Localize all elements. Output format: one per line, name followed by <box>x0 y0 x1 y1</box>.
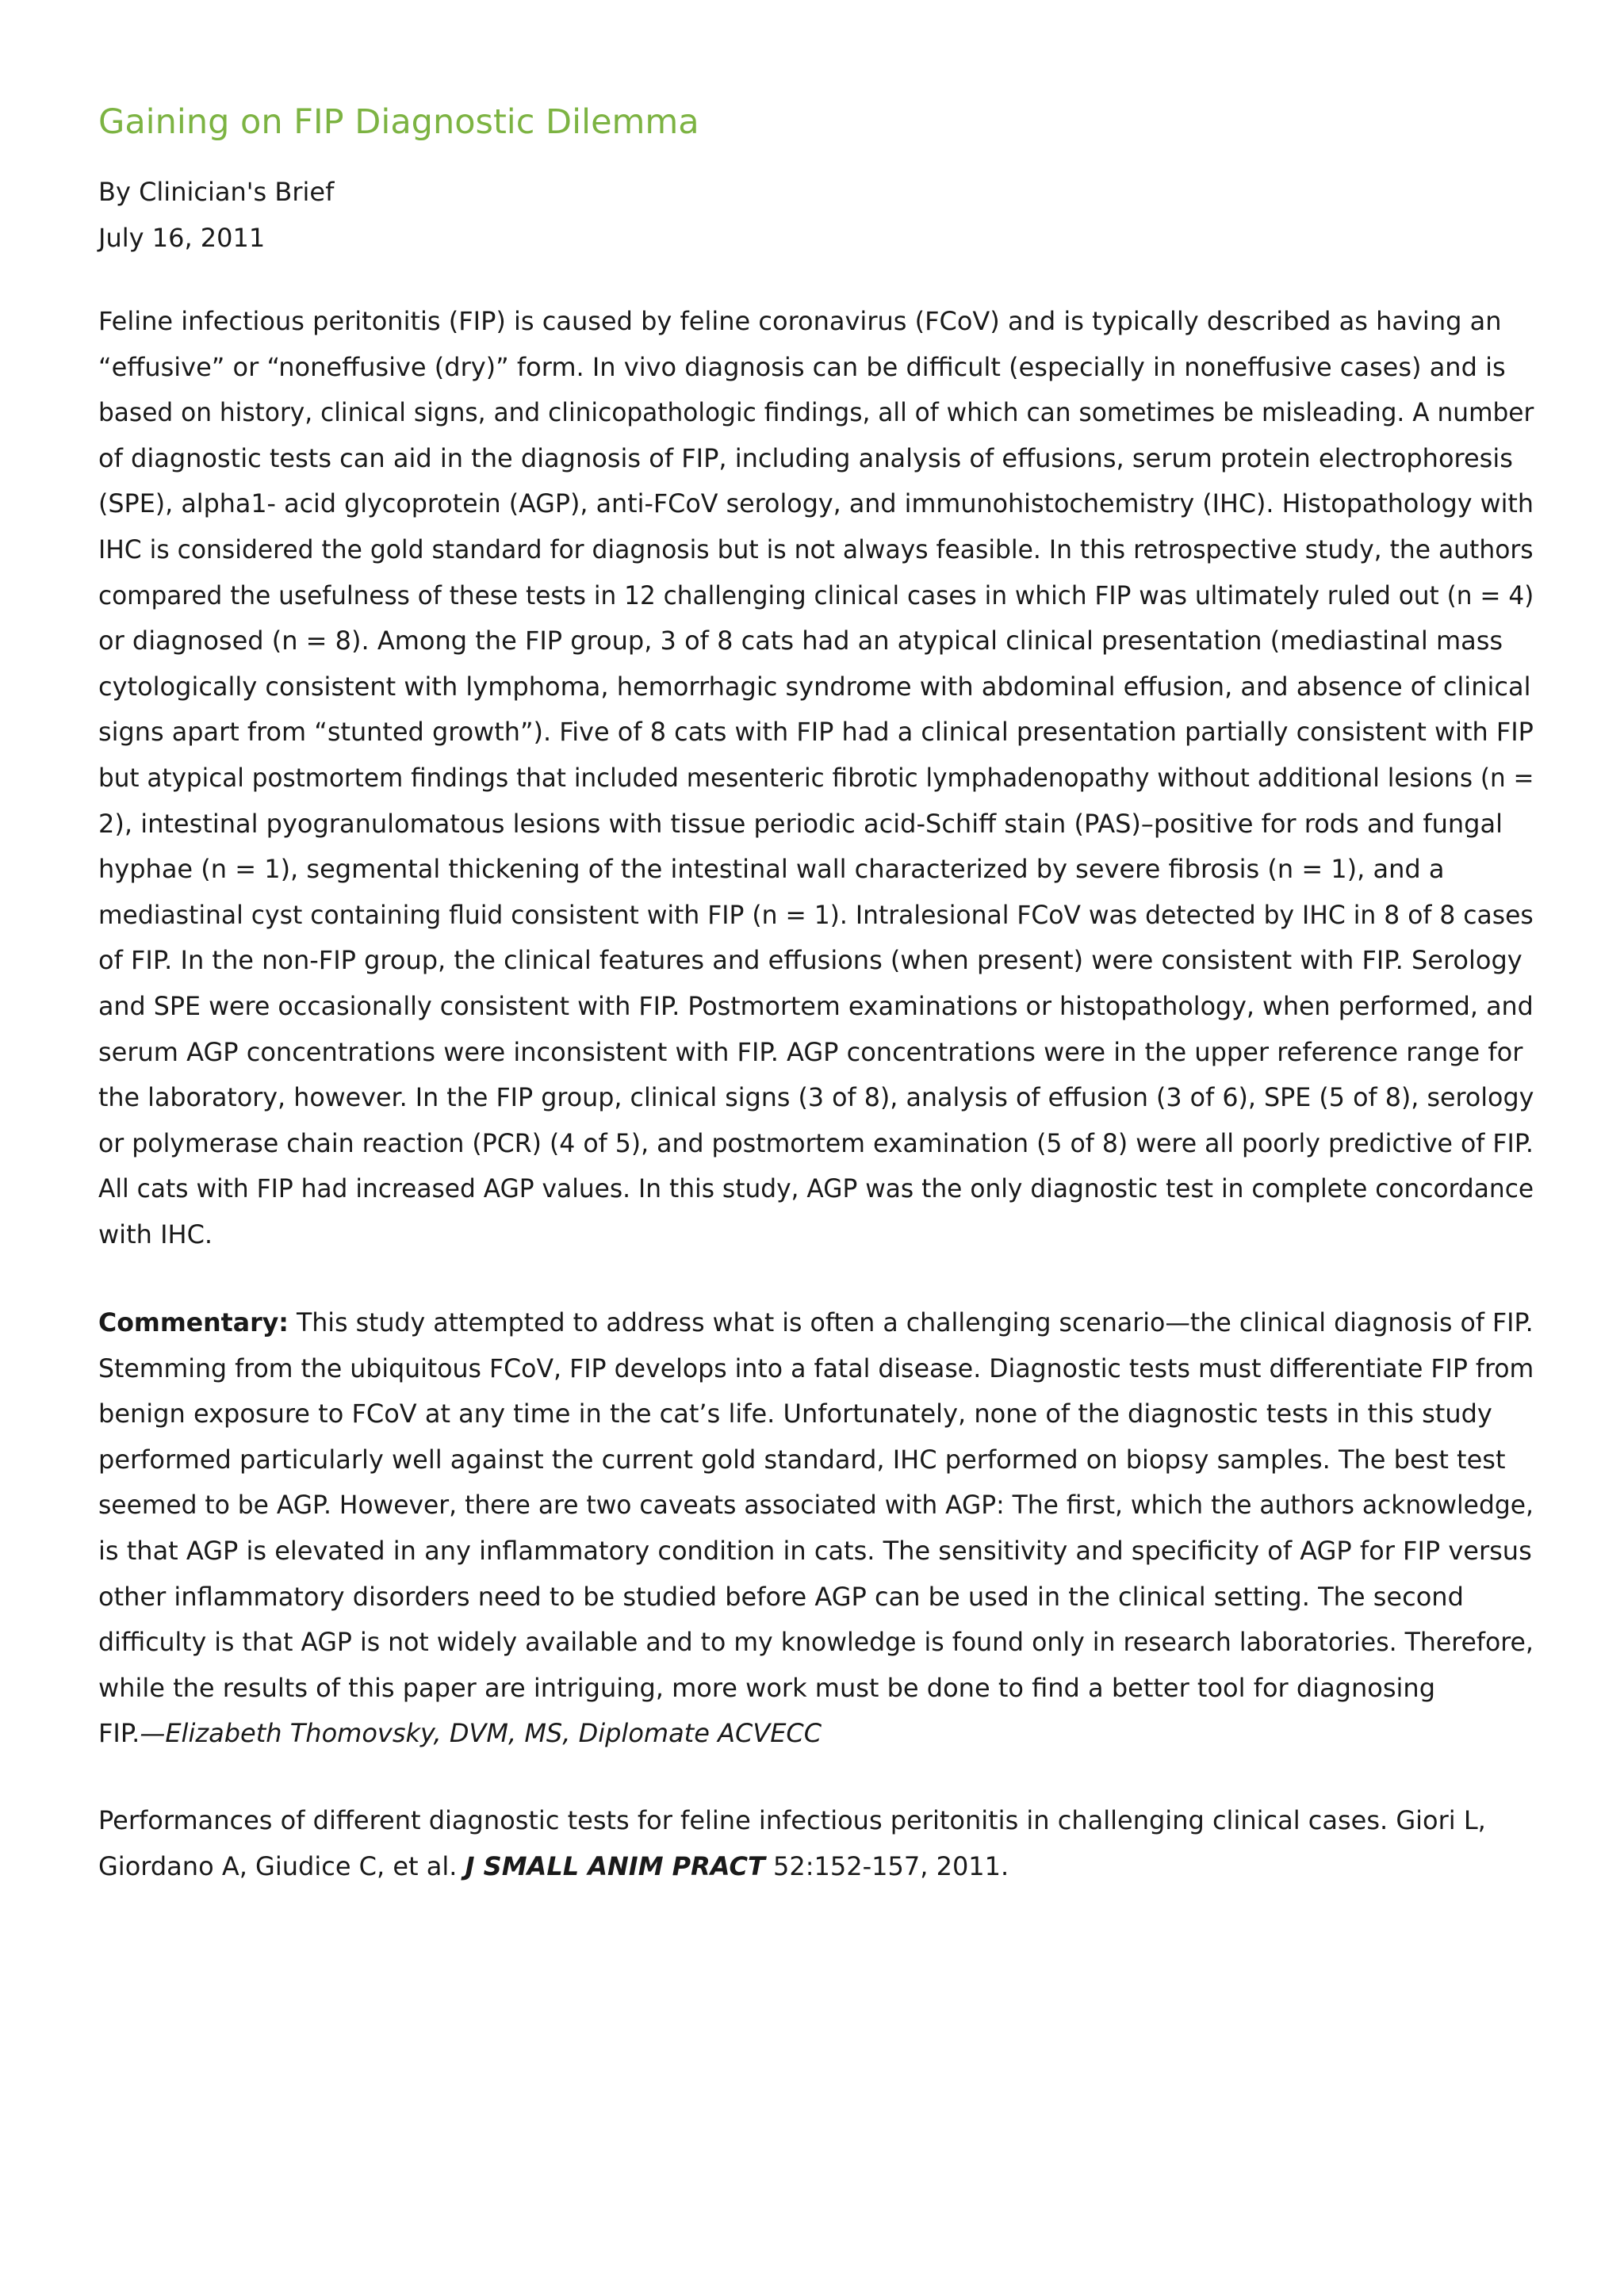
commentary-line: performed particularly well against the current gold standard, IHC performed on biopsy samples. The best test <box>98 1444 1506 1475</box>
summary-line: 2), intestinal pyogranulomatous lesions with tissue periodic acid-Schiff stain (PAS)–positive for rods and fungal <box>98 808 1503 839</box>
commentary-line: Stemming from the ubiquitous FCoV, FIP develops into a fatal disease. Diagnostic tests must differentiate FIP from <box>98 1353 1534 1383</box>
summary-line: with IHC. <box>98 1219 213 1249</box>
summary-line: or polymerase chain reaction (PCR) (4 of 5), and postmortem examination (5 of 8) were all poorly predictive of FIP. <box>98 1127 1534 1158</box>
summary-line: hyphae (n = 1), segmental thickening of the intestinal wall characterized by severe fibrosis (n = 1), and a <box>98 854 1445 885</box>
summary-line: of FIP. In the non-FIP group, the clinical features and effusions (when present) were consistent with FIP. Serology <box>98 945 1522 976</box>
article-byline <box>98 169 334 261</box>
citation-authors: Giordano A, Giudice C, et al. <box>98 1850 465 1881</box>
commentary-first-line-text: This study attempted to address what is often a challenging scenario—the clinical diagnosis of FIP. <box>288 1307 1534 1337</box>
commentary-signature: —Elizabeth Thomovsky, DVM, MS, Diplomate ACVECC <box>140 1718 822 1749</box>
commentary-line <box>98 1300 1534 1346</box>
commentary-label: Commentary: <box>98 1307 289 1337</box>
commentary-line: benign exposure to FCoV at any time in the cat’s life. Unfortunately, none of the diagnostic tests in this study <box>98 1399 1492 1429</box>
summary-line: and SPE were occasionally consistent with FIP. Postmortem examinations or histopathology, when performed, and <box>98 990 1534 1021</box>
article-date: July 16, 2011 <box>98 223 266 253</box>
summary-line: mediastinal cyst containing fluid consistent with FIP (n = 1). Intralesional FCoV was detected by IHC in 8 of 8 cases <box>98 899 1534 930</box>
commentary-line <box>98 1711 1534 1757</box>
commentary-line: seemed to be AGP. However, there are two caveats associated with AGP: The first, which the authors acknowledge, <box>98 1490 1534 1521</box>
summary-line: of diagnostic tests can aid in the diagnosis of FIP, including analysis of effusions, serum protein electrophoresis <box>98 442 1513 473</box>
summary-line: compared the usefulness of these tests in 12 challenging clinical cases in which FIP was ultimately ruled out (n = 4) <box>98 580 1534 610</box>
summary-line: serum AGP concentrations were inconsistent with FIP. AGP concentrations were in the upper reference range for <box>98 1036 1523 1067</box>
summary-line: based on history, clinical signs, and clinicopathologic findings, all of which can sometimes be misleading. A number <box>98 397 1534 428</box>
citation-paragraph <box>98 1798 1534 1889</box>
citation-volume: 52:152-157, 2011. <box>764 1850 1009 1881</box>
citation-line: Performances of different diagnostic tests for feline infectious peritonitis in challenging clinical cases. Giori L, <box>98 1805 1486 1835</box>
summary-line: All cats with FIP had increased AGP values. In this study, AGP was the only diagnostic test in complete concordance <box>98 1173 1534 1204</box>
article-author: By Clinician's Brief <box>98 177 335 207</box>
commentary-line: while the results of this paper are intriguing, more work must be done to find a better tool for diagnosing <box>98 1672 1435 1703</box>
commentary-line: is that AGP is elevated in any inflammatory condition in cats. The sensitivity and specificity of AGP for FIP versus <box>98 1535 1532 1566</box>
article-title: Gaining on FIP Diagnostic Dilemma <box>98 102 699 142</box>
summary-line: or diagnosed (n = 8). Among the FIP group, 3 of 8 cats had an atypical clinical presentation (mediastinal mass <box>98 626 1503 656</box>
summary-line: (SPE), alpha1- acid glycoprotein (AGP), anti-FCoV serology, and immunohistochemistry (IHC). Histopathology with <box>98 488 1534 519</box>
summary-line: but atypical postmortem findings that included mesenteric fibrotic lymphadenopathy without additional lesions (n = <box>98 762 1534 793</box>
summary-line: the laboratory, however. In the FIP group, clinical signs (3 of 8), analysis of effusion (3 of 6), SPE (5 of 8), serology <box>98 1082 1534 1113</box>
summary-line: cytologically consistent with lymphoma, hemorrhagic syndrome with abdominal effusion, and absence of clinical <box>98 671 1531 702</box>
summary-paragraph <box>98 299 1534 1257</box>
commentary-paragraph <box>98 1300 1534 1757</box>
commentary-line: difficulty is that AGP is not widely available and to my knowledge is found only in research laboratories. Therefore, <box>98 1627 1534 1658</box>
summary-line: IHC is considered the gold standard for diagnosis but is not always feasible. In this retrospective study, the authors <box>98 534 1534 564</box>
commentary-last-line-prefix: FIP. <box>98 1718 140 1749</box>
citation-journal: J SMALL ANIM PRACT <box>465 1850 765 1881</box>
summary-line: signs apart from “stunted growth”). Five of 8 cats with FIP had a clinical presentation partially consistent with FIP <box>98 717 1534 748</box>
summary-line: “effusive” or “noneffusive (dry)” form. In vivo diagnosis can be difficult (especially in noneffusive cases) and is <box>98 351 1506 382</box>
citation-line <box>98 1844 1534 1890</box>
commentary-line: other inflammatory disorders need to be studied before AGP can be used in the clinical setting. The second <box>98 1581 1464 1612</box>
summary-line: Feline infectious peritonitis (FIP) is caused by feline coronavirus (FCoV) and is typically described as having an <box>98 306 1502 336</box>
